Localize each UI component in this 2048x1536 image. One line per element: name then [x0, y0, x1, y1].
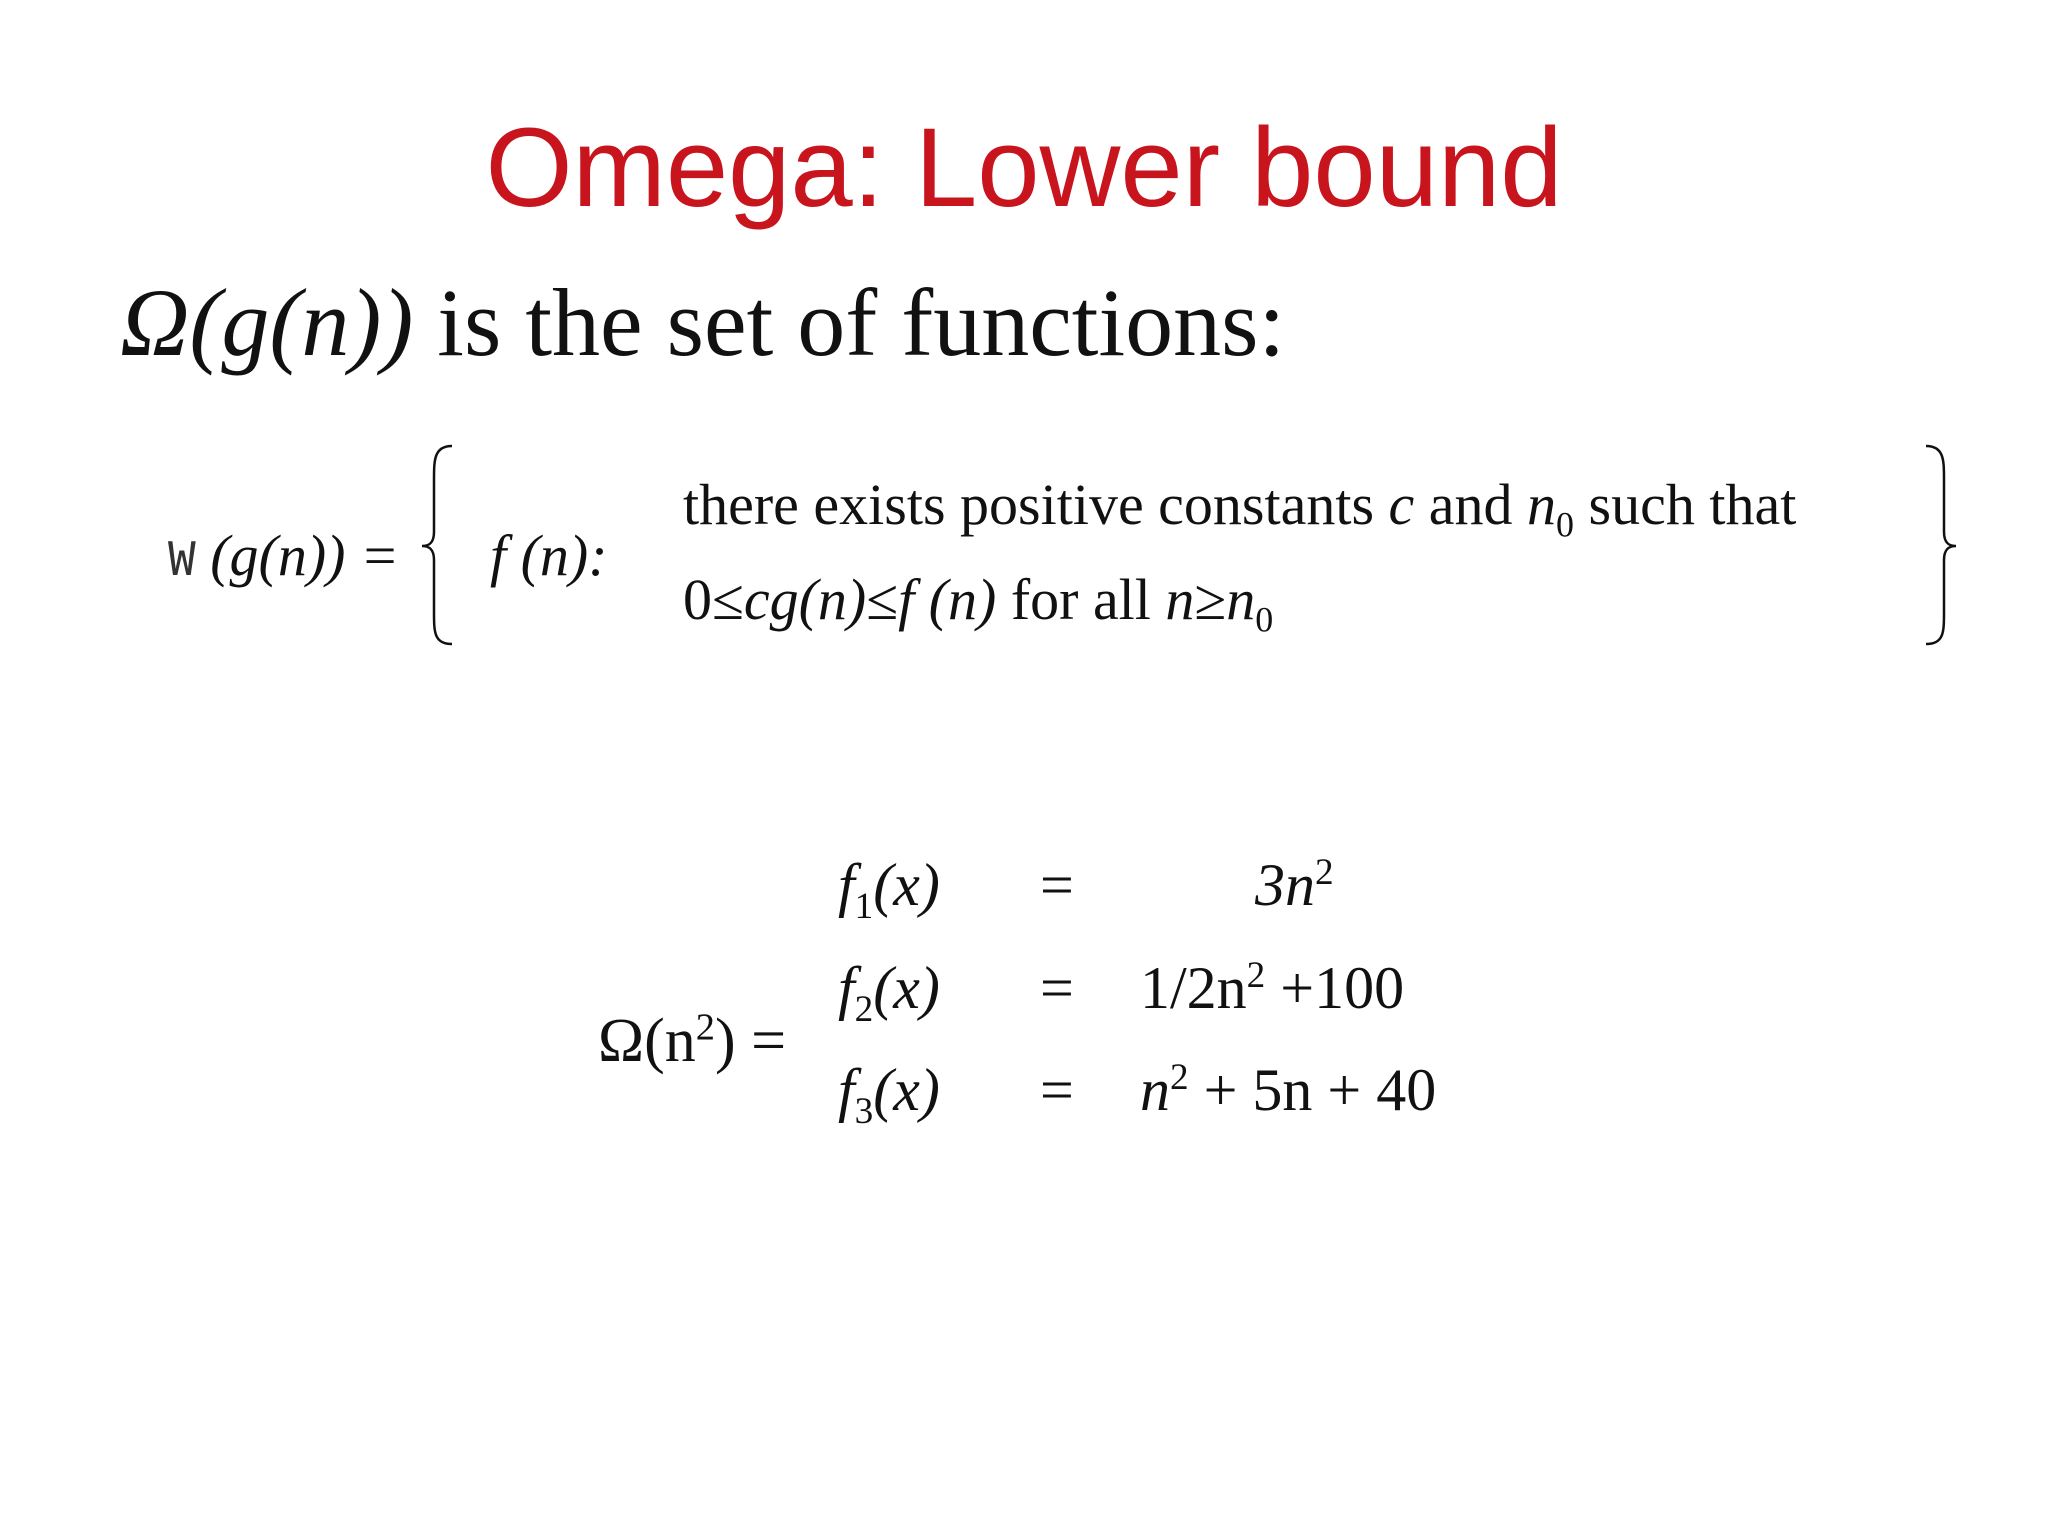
example-f2-value: $1/2n^2 +100$: [1140, 955, 1405, 1021]
example-f1-value: $3n^2$: [1255, 852, 1334, 918]
slide-title: Omega: Lower bound: [485, 105, 1563, 230]
definition-lhs: [168, 523, 400, 588]
example-f3: $f_3(x)$: [838, 1057, 940, 1132]
condition-text-b: and: [1428, 472, 1513, 537]
right-brace: [1918, 440, 1958, 650]
equals-sign: =: [1040, 1057, 1074, 1123]
condition-line-2: 0≤cg(n)≤f (n) for all $n\ge n_0$: [683, 567, 1274, 640]
definition-lhs-arg: (g(n)) =: [210, 523, 400, 588]
condition-text-c: such that: [1588, 472, 1797, 537]
f-n: f (n): [898, 567, 997, 632]
equals-sign: =: [1040, 955, 1074, 1021]
example-f3-value: $n^2 + 5n + 40$: [1140, 1057, 1437, 1123]
intro-line: [120, 269, 1286, 376]
condition-text-a: there exists positive constants: [683, 472, 1375, 537]
set-element: f (n):: [490, 523, 608, 588]
equals-sign: =: [1040, 852, 1074, 918]
n0-bound: $n_0$: [1226, 567, 1274, 640]
var-n0: $n_0$: [1527, 472, 1575, 545]
condition-line-1: [683, 472, 1797, 545]
omega-n-squared: $\Omega(n^2)$ =: [598, 1006, 787, 1075]
example-f2: $f_2(x)$: [838, 955, 940, 1030]
omega-symbol: W: [168, 532, 196, 586]
left-brace: [420, 440, 460, 650]
cg-n: cg(n): [743, 567, 867, 632]
intro-text: is the set of functions:: [437, 269, 1286, 376]
omega-notation: Ω(g(n)): [120, 269, 414, 376]
for-all-text: for all: [1010, 567, 1151, 632]
example-f1: $f_1(x)$: [838, 852, 940, 927]
var-c: c: [1388, 472, 1415, 537]
zero: 0: [683, 567, 712, 632]
